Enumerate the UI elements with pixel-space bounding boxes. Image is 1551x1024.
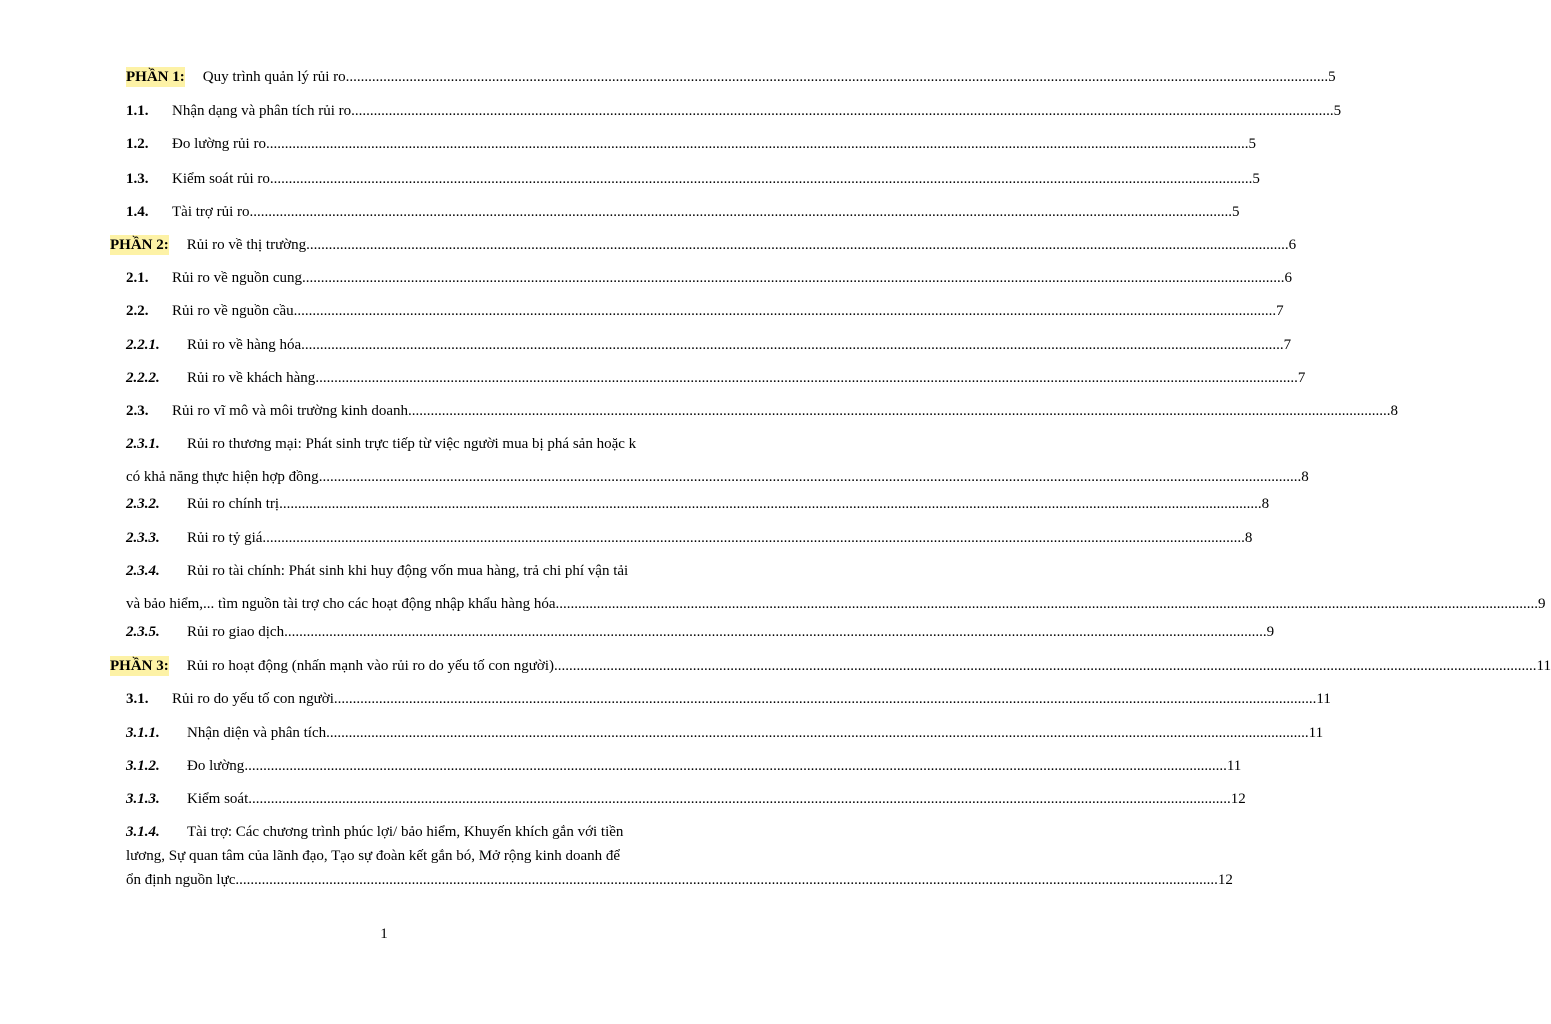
toc-title: Kiểm soát [187, 791, 249, 807]
toc-page-number: 7 [1297, 370, 1306, 386]
toc-title: Tài trợ rủi ro [172, 204, 250, 220]
toc-title-line-2: có khả năng thực hiện hợp đồng [126, 469, 319, 485]
toc-page-number: 5 [1252, 171, 1260, 187]
toc-leader [408, 401, 1391, 421]
toc-entry-part-3[interactable] [110, 656, 1551, 676]
toc-leader [284, 622, 1267, 642]
toc-title: Nhận dạng và phân tích rủi ro [172, 103, 352, 119]
toc-title: Rủi ro về nguồn cung [172, 270, 302, 286]
toc-line-2 [126, 846, 694, 866]
toc-entry-1-3[interactable] [126, 169, 1260, 189]
toc-entry-2-3-5[interactable] [126, 622, 1275, 642]
toc-entry-3-1-3[interactable] [126, 789, 1246, 809]
toc-number: PHẦN 1: [126, 69, 185, 85]
toc-title: Rủi ro về khách hàng [187, 370, 316, 386]
toc-entry-2-2-1[interactable] [126, 335, 1292, 355]
toc-page-number: 11 [1308, 725, 1324, 741]
toc-leader [235, 870, 1218, 890]
toc-number: 1.4. [126, 204, 149, 220]
toc-number: 1.2. [126, 136, 149, 152]
toc-line-1 [126, 434, 694, 454]
toc-page-number: 8 [1301, 469, 1309, 485]
toc-leader [270, 169, 1253, 189]
toc-leader [262, 528, 1245, 548]
toc-entry-1-2[interactable] [126, 134, 1256, 154]
toc-leader [279, 494, 1262, 514]
toc-number: PHẦN 3: [110, 658, 169, 674]
toc-entry-1-1[interactable] [126, 101, 1342, 121]
toc-number: 2.1. [126, 270, 149, 286]
toc-number: 3.1.4. [126, 824, 160, 840]
toc-title: Rủi ro về thị trường [186, 237, 307, 253]
toc-number: 3.1.2. [126, 758, 160, 774]
toc-entry-2-3[interactable] [126, 401, 1399, 421]
toc-page-number: 5 [1248, 136, 1256, 152]
toc-leader [266, 134, 1249, 154]
toc-entry-2-1[interactable] [126, 268, 1292, 288]
toc-title: Nhận diện và phân tích [187, 725, 327, 741]
toc-number: 2.2.2. [126, 370, 160, 386]
toc-number: 2.3.4. [126, 563, 160, 579]
toc-title: Quy trình quản lý rủi ro [202, 69, 346, 85]
toc-number: 3.1. [126, 691, 149, 707]
toc-leader [315, 368, 1298, 388]
toc-entry-1-4[interactable] [126, 202, 1240, 222]
toc-number: 3.1.1. [126, 725, 160, 741]
toc-line-3 [126, 870, 1233, 890]
toc-number: 2.2.1. [126, 337, 160, 353]
toc-page-number: 8 [1390, 403, 1399, 419]
toc-line-2 [126, 467, 1309, 487]
toc-entry-2-3-2[interactable] [126, 494, 1270, 514]
toc-page-number: 9 [1266, 624, 1275, 640]
toc-page-number: 12 [1230, 791, 1246, 807]
toc-number: 2.2. [126, 303, 149, 319]
toc-title: Rủi ro giao dịch [187, 624, 285, 640]
toc-page-number: 8 [1261, 496, 1270, 512]
toc-title: Rủi ro vĩ mô và môi trường kinh doanh [172, 403, 409, 419]
toc-entry-2-3-3[interactable] [126, 528, 1253, 548]
toc-line-2 [126, 594, 1546, 614]
toc-entry-part-1[interactable] [126, 67, 1336, 87]
toc-leader [294, 301, 1277, 321]
toc-leader [302, 268, 1285, 288]
toc-leader [244, 756, 1227, 776]
toc-leader [306, 235, 1289, 255]
toc-number: 2.3.1. [126, 436, 160, 452]
toc-entry-2-3-1[interactable] [126, 434, 1309, 487]
toc-title: Đo lường rủi ro [172, 136, 266, 152]
toc-title: Đo lường [187, 758, 245, 774]
toc-leader [248, 789, 1231, 809]
toc-page-number: 6 [1288, 237, 1297, 253]
toc-page-number: 11 [1316, 691, 1331, 707]
toc-page-number: 5 [1328, 69, 1336, 85]
toc-page-number: 7 [1276, 303, 1284, 319]
toc-page-number: 8 [1244, 530, 1253, 546]
toc-number: 1.3. [126, 171, 149, 187]
toc-number: 2.3. [126, 403, 149, 419]
toc-title: Rủi ro tỷ giá [187, 530, 263, 546]
toc-line-1 [126, 822, 694, 842]
toc-page-number: 9 [1538, 596, 1546, 612]
toc-number: 2.3.5. [126, 624, 160, 640]
toc-leader [351, 101, 1334, 121]
toc-leader [346, 67, 1329, 87]
toc-page-number: 5 [1333, 103, 1342, 119]
toc-leader [554, 656, 1537, 676]
toc-page-number: 7 [1283, 337, 1292, 353]
toc-title: Rủi ro về nguồn cầu [172, 303, 294, 319]
toc-leader [326, 723, 1309, 743]
toc-entry-2-3-4[interactable] [126, 561, 1546, 614]
toc-entry-2-2-2[interactable] [126, 368, 1306, 388]
toc-leader [250, 202, 1233, 222]
toc-entry-part-2[interactable] [110, 235, 1297, 255]
toc-entry-3-1-4[interactable] [126, 822, 1233, 890]
toc-title-line-2: lương, Sự quan tâm của lãnh đạo, Tạo sự đoàn kết gắn bó, Mở rộng kinh doanh để [126, 848, 621, 864]
toc-title: Rủi ro chính trị [187, 496, 280, 512]
toc-title-line-1: Rủi ro tài chính: Phát sinh khi huy động vốn mua hàng, trả chi phí vận tải [187, 563, 629, 579]
toc-number: PHẦN 2: [110, 237, 169, 253]
toc-page-number: 12 [1217, 872, 1233, 888]
toc-number: 2.3.2. [126, 496, 160, 512]
toc-entry-2-2[interactable] [126, 301, 1284, 321]
toc-number: 1.1. [126, 103, 149, 119]
toc-page-number: 11 [1226, 758, 1242, 774]
toc-title: Rủi ro hoạt động (nhấn mạnh vào rủi ro do yếu tố con người) [186, 658, 554, 674]
toc-entry-3-1[interactable] [126, 689, 1331, 709]
toc-page-number: 5 [1232, 204, 1240, 220]
page-footer-number: 1 [380, 926, 388, 942]
toc-title-line-3: ổn định nguồn lực [126, 872, 236, 888]
toc-leader [301, 335, 1284, 355]
toc-entry-3-1-2[interactable] [126, 756, 1242, 776]
toc-entry-3-1-1[interactable] [126, 723, 1324, 743]
toc-title: Kiểm soát rủi ro [172, 171, 270, 187]
toc-title: Rủi ro do yếu tố con người [172, 691, 334, 707]
toc-leader [556, 594, 1539, 614]
toc-page-number: 11 [1536, 658, 1551, 674]
toc-title: Rủi ro về hàng hóa [187, 337, 302, 353]
toc-line-1 [126, 561, 694, 581]
toc-page-number: 6 [1284, 270, 1292, 286]
toc-title-line-2: và bảo hiểm,... tìm nguồn tài trợ cho các hoạt động nhập khẩu hàng hóa [126, 596, 556, 612]
toc-leader [319, 467, 1302, 487]
toc-leader [334, 689, 1317, 709]
toc-number: 2.3.3. [126, 530, 160, 546]
toc-title-line-1: Tài trợ: Các chương trình phúc lợi/ bảo hiểm, Khuyến khích gắn với tiền [187, 824, 624, 840]
toc-number: 3.1.3. [126, 791, 160, 807]
toc-title-line-1: Rủi ro thương mại: Phát sinh trực tiếp từ việc người mua bị phá sản hoặc k [187, 436, 637, 452]
